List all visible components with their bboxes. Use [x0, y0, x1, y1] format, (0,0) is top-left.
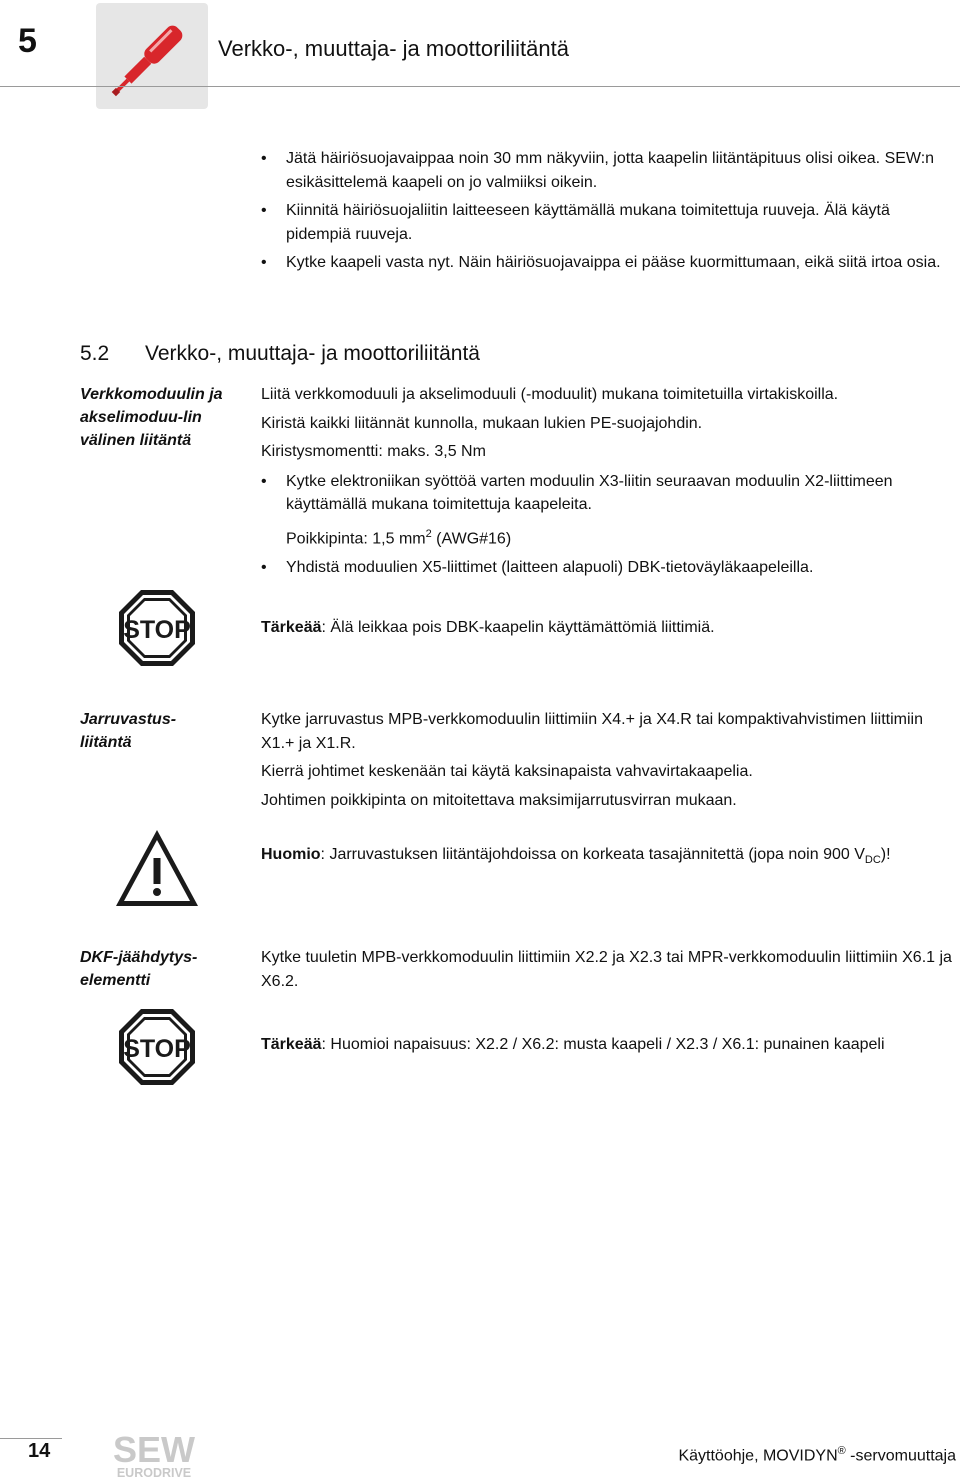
header-divider	[0, 86, 960, 87]
intro-bullet-list	[261, 147, 959, 275]
stop-sign-icon	[117, 588, 197, 668]
instruction-line: Kytke jarruvastus MPB-verkkomoduulin liittimiin X4.+ ja X4.R tai kompaktivahvistimen liittimiin X1.+ ja X1.R.	[261, 711, 923, 752]
list-item: • Kytke elektroniikan syöttöä varten moduulin X3-liitin seuraavan moduulin X2-liittimeen käyttämällä mukana toimitettuja kaapeleita.	[261, 472, 893, 513]
warning-notice: Huomio: Jarruvastuksen liitäntäjohdoissa on korkeata tasajännitettä (jopa noin 900 $V_{DC}$)!	[261, 846, 891, 867]
section-number: 5.2	[80, 342, 110, 365]
list-item: • Kytke kaapeli vasta nyt. Näin häiriösuojavaippa ei pääse kuormittumaan, eikä siitä irtoa osia.	[261, 254, 941, 271]
screwdriver-icon	[96, 3, 208, 109]
svg-text:EURODRIVE: EURODRIVE	[116, 1466, 192, 1480]
page-number: 14	[28, 1440, 51, 1462]
instruction-line: Kierrä johtimet keskenään tai käytä kaksinapaista vahvavirtakaapelia.	[261, 763, 753, 780]
instruction-line: Kiristä kaikki liitännät kunnolla, mukaan lukien PE-suojajohdin.	[261, 414, 703, 432]
instruction-line: Johtimen poikkipinta on mitoitettava maksimijarrutusvirran mukaan.	[261, 791, 737, 809]
chapter-icon-box	[96, 3, 208, 109]
stop-notice-1	[261, 616, 959, 640]
sew-eurodrive-logo	[100, 1430, 208, 1480]
stop-sign-text: STOP	[123, 616, 191, 644]
side-label-dc-link: Verkkomoduulin ja akselimoduu-lin välinen liitäntä	[80, 386, 223, 449]
instruction-line: Kiristysmomentti: maks. 3,5 Nm	[261, 443, 486, 460]
dc-link-bullets	[261, 470, 959, 517]
section-title: Verkko-, muuttaja- ja moottoriliitäntä	[145, 342, 480, 365]
footer-divider	[0, 1438, 62, 1439]
notice-label: Tärkeää	[261, 1036, 322, 1053]
heat-sink-instructions: Kytke tuuletin MPB-verkkomoduulin liittimiin X2.2 ja X2.3 tai MPR-verkkomoduulin liittimiin X6.1 ja X6.2.	[261, 949, 952, 990]
section-heading	[80, 342, 480, 366]
document-title: Käyttöohje, MOVIDYN® -servomuuttaja	[678, 1445, 956, 1465]
list-item: • Jätä häiriösuojavaippaa noin 30 mm näkyviin, jotta kaapelin liitäntäpituus olisi oikea. SEW:n esikäsittelemä kaapeli on jo valmiiksi oikein.	[261, 150, 935, 191]
list-item: • Kiinnitä häiriösuojaliitin laitteeseen käyttämällä mukana toimitettuja ruuveja. Älä käytä pidempiä ruuveja.	[261, 202, 890, 243]
dc-link-instructions	[261, 383, 959, 580]
stop-sign-icon	[117, 1007, 197, 1087]
notice-text: : Jarruvastuksen liitäntäjohdoissa on korkeata tasajännitettä (jopa noin 900 V	[320, 846, 865, 863]
side-label-heat-sink: DKF-jäähdytys-elementti	[80, 949, 198, 989]
dc-link-bullets-2	[261, 556, 959, 580]
stop-sign-text: STOP	[123, 1035, 191, 1063]
stop-notice-2	[261, 1033, 959, 1057]
side-label-brake-resistor: Jarruvastus-liitäntä	[80, 711, 177, 751]
svg-text:SEW: SEW	[112, 1430, 196, 1470]
notice-label: Tärkeää	[261, 619, 322, 636]
chapter-title: Verkko-, muuttaja- ja moottoriliitäntä	[218, 36, 569, 61]
list-item: • Yhdistä moduulien X5-liittimet (laitteen alapuoli) DBK-tietoväyläkaapeleilla.	[261, 559, 814, 577]
notice-label: Huomio	[261, 846, 321, 863]
cross-section-line: Poikkipinta: 1,5 $mm^2$ (AWG#16)	[286, 527, 512, 547]
warning-triangle-icon	[114, 828, 200, 908]
notice-text: : Älä leikkaa pois DBK-kaapelin käyttämättömiä liittimiä.	[321, 619, 715, 636]
notice-text: : Huomioi napaisuus: X2.2 / X6.2: musta kaapeli / X2.3 / X6.1: punainen kaapeli	[321, 1036, 885, 1053]
brake-resistor-instructions	[261, 708, 959, 812]
chapter-number: 5	[18, 22, 37, 60]
instruction-line: Liitä verkkomoduuli ja akselimoduuli (-moduulit) mukana toimitetuilla virtakiskoilla.	[261, 386, 839, 403]
